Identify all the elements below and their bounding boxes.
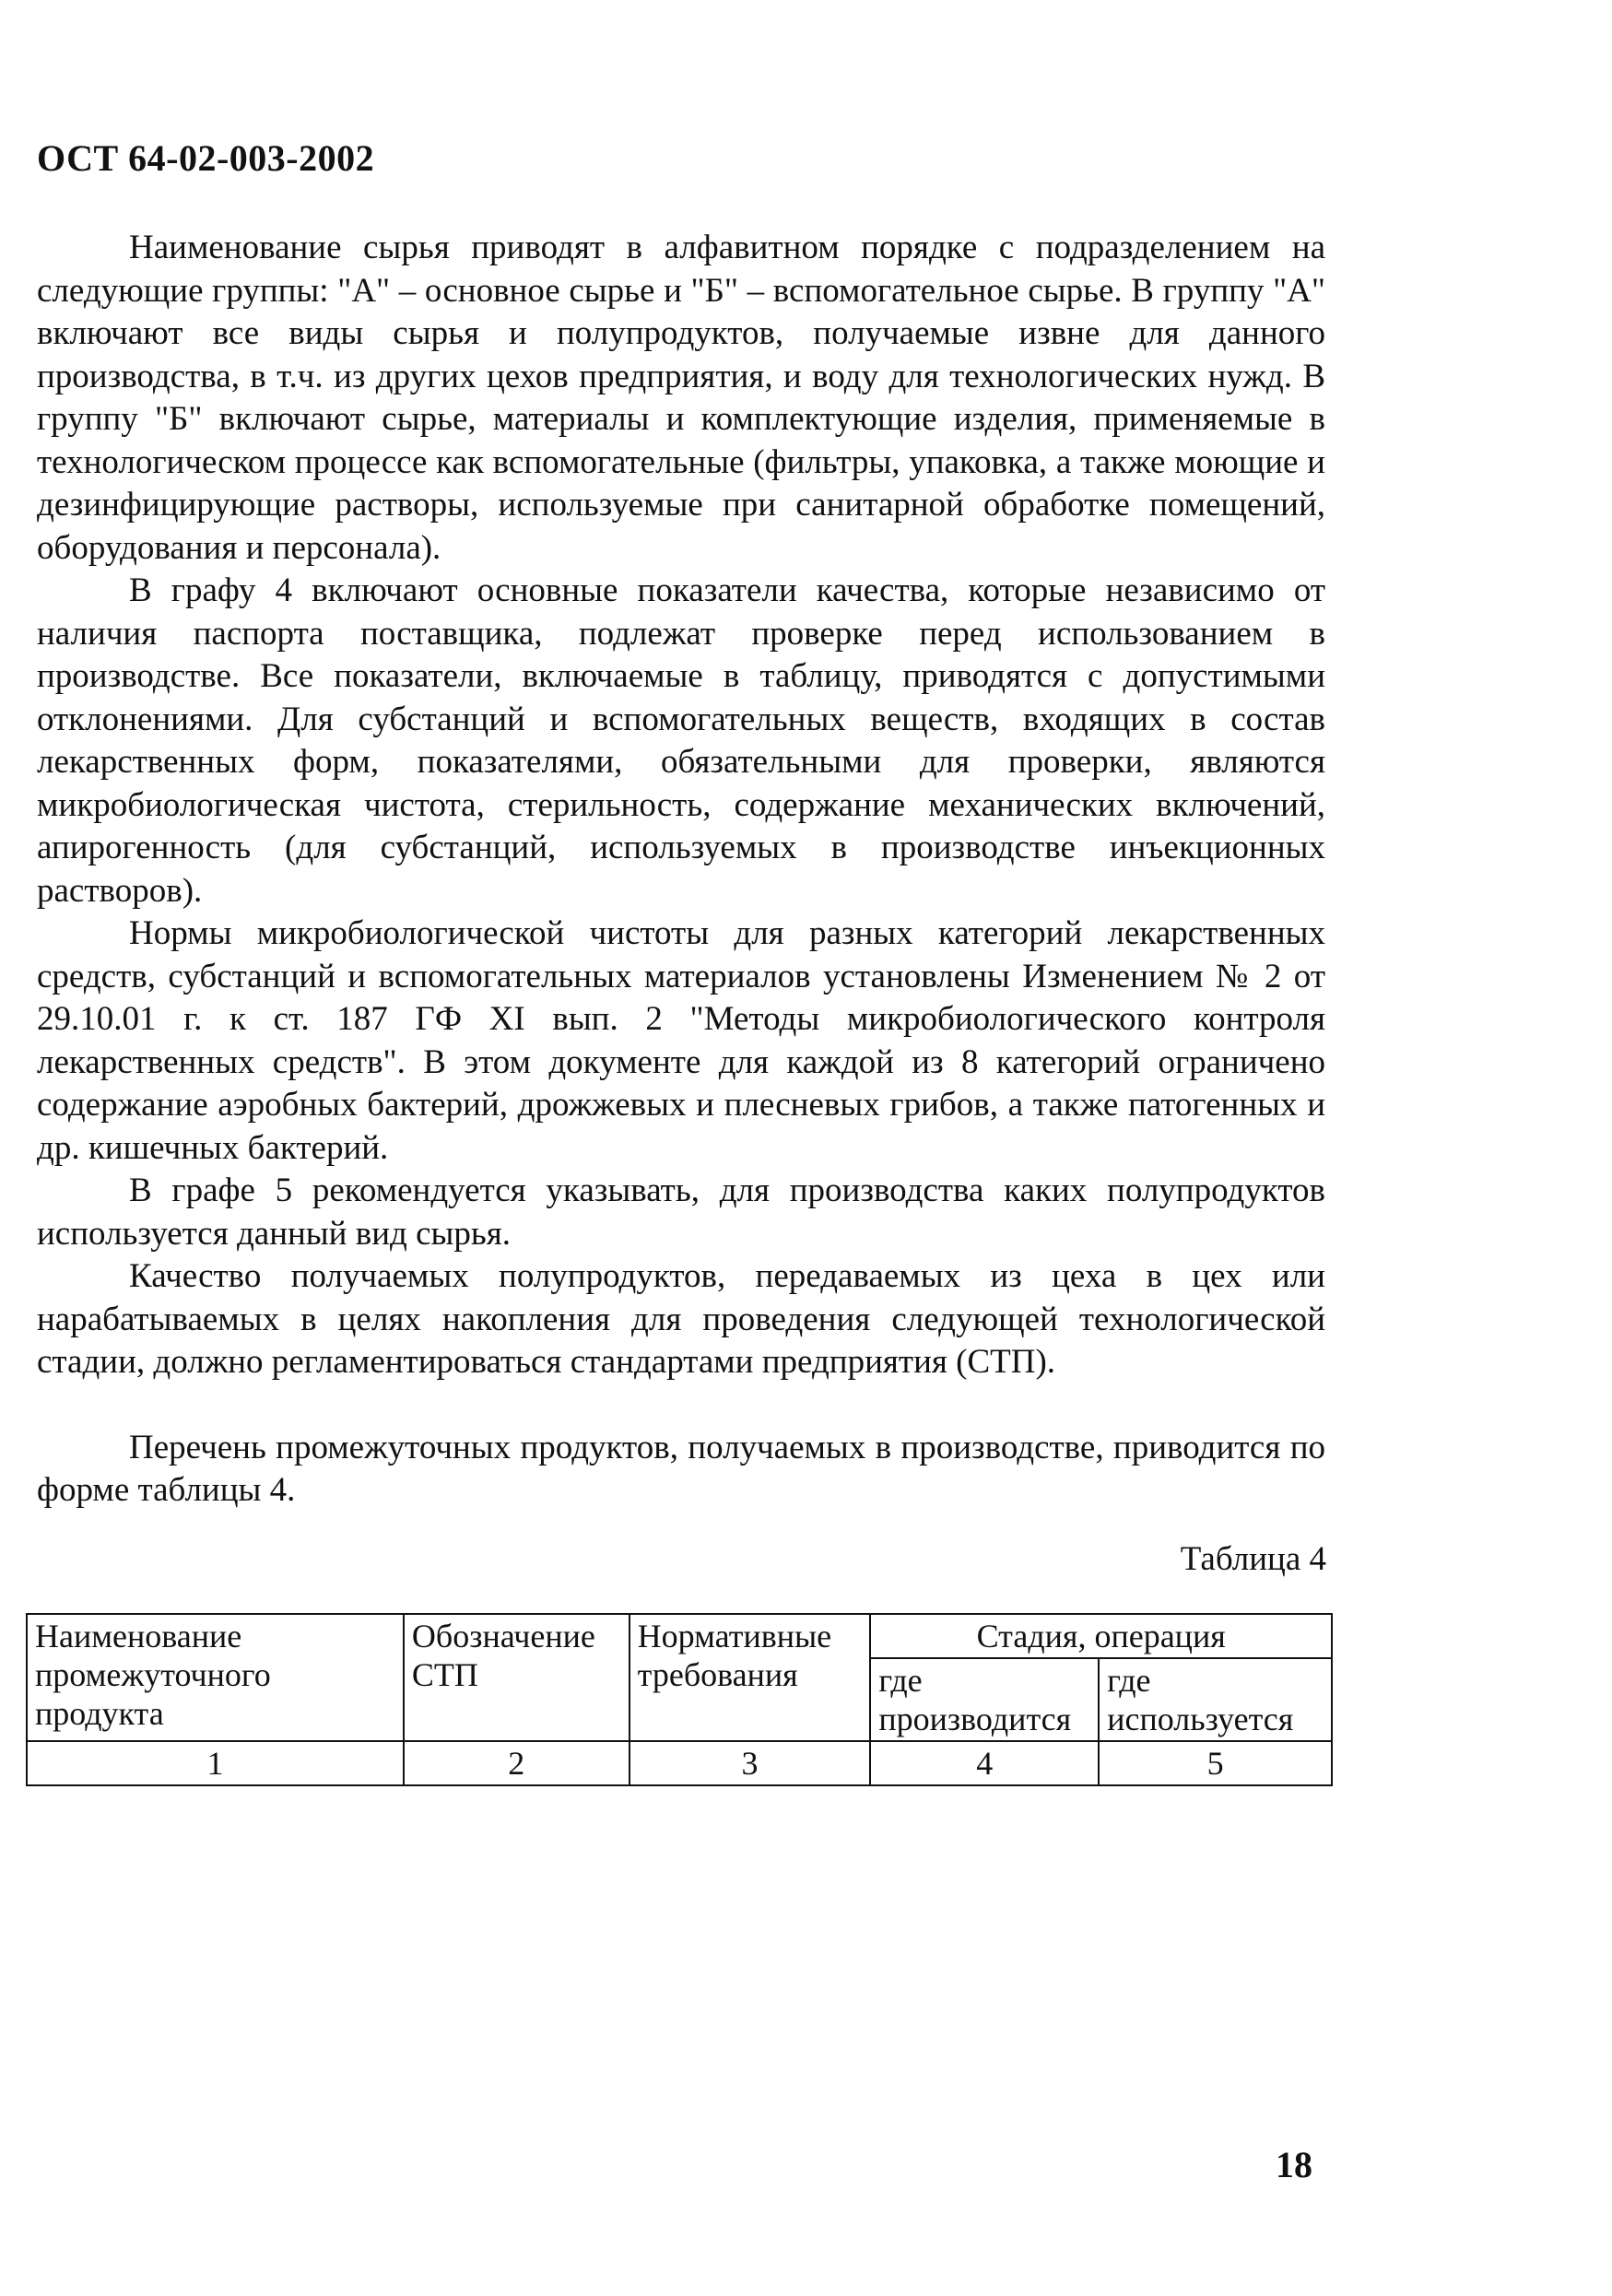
column-number: 1 — [27, 1741, 404, 1785]
header-cell-where-used: где используется — [1099, 1658, 1332, 1741]
paragraph: Наименование сырья приводят в алфавитном порядке с подразделением на следующие группы: "А" – основное сырье и "Б" – вспомогательное сырье. В группу "А" включают все виды сырья и полупродуктов, получаемые извне для данного производства, в т.ч. из других цехов предприятия, и воду для технологических нужд. В группу "Б" включают сырье, материалы и комплектующие изделия, применяемые в технологическом процессе как вспомогательные (фильтры, упаковка, а также моющие и дезинфицирующие растворы, используемые при санитарной обработке помещений, оборудования и персонала). — [37, 229, 1325, 567]
header-cell-where-produced: где производится — [870, 1658, 1099, 1741]
header-cell-stage-operation: Стадия, операция — [870, 1614, 1332, 1658]
table-header-row — [27, 1614, 1332, 1658]
paragraph: В графу 4 включают основные показатели качества, которые независимо от наличия паспорта поставщика, подлежат проверке перед использованием в производстве. Все показатели, включаемые в таблицу, приводятся с допустимыми отклонениями. Для субстанций и вспомогательных веществ, входящих в состав лекарственных форм, показателями, обязательными для проверки, являются микробиологическая чистота, стерильность, содержание механических включений, апирогенность (для субстанций, используемых в производстве инъекционных растворов). — [37, 571, 1325, 910]
column-number: 2 — [404, 1741, 630, 1785]
document-code: ОСТ 64-02-003-2002 — [37, 137, 375, 179]
header-cell-product-name: Наименование промежуточного продукта — [27, 1614, 404, 1741]
header-cell-requirements: Нормативные требования — [630, 1614, 871, 1741]
header-cell-stp-designation: Обозначение СТП — [404, 1614, 630, 1741]
paragraph: В графе 5 рекомендуется указывать, для производства каких полупродуктов используется данный вид сырья. — [37, 1172, 1325, 1253]
page-number: 18 — [1276, 2144, 1312, 2185]
paragraph: Качество получаемых полупродуктов, передаваемых из цеха в цех или нарабатываемых в целях накопления для проведения следующей технологической стадии, должно регламентироваться стандартами предприятия (СТП). — [37, 1257, 1325, 1381]
paragraph: Перечень промежуточных продуктов, получаемых в производстве, приводится по форме таблицы 4. — [37, 1428, 1325, 1509]
column-number: 5 — [1099, 1741, 1332, 1785]
paragraph: Нормы микробиологической чистоты для разных категорий лекарственных средств, субстанций и вспомогательных материалов установлены Изменением № 2 от 29.10.01 г. к ст. 187 ГФ XI вып. 2 "Методы микробиологического контроля лекарственных средств". В этом документе для каждой из 8 категорий ограничено содержание аэробных бактерий, дрожжевых и плесневых грибов, а также патогенных и др. кишечных бактерий. — [37, 914, 1325, 1167]
table-4 — [26, 1613, 1333, 1786]
table-caption: Таблица 4 — [1180, 1540, 1326, 1578]
column-number: 3 — [630, 1741, 871, 1785]
table-number-row — [27, 1741, 1332, 1785]
body-text — [37, 227, 1325, 1513]
column-number: 4 — [870, 1741, 1099, 1785]
